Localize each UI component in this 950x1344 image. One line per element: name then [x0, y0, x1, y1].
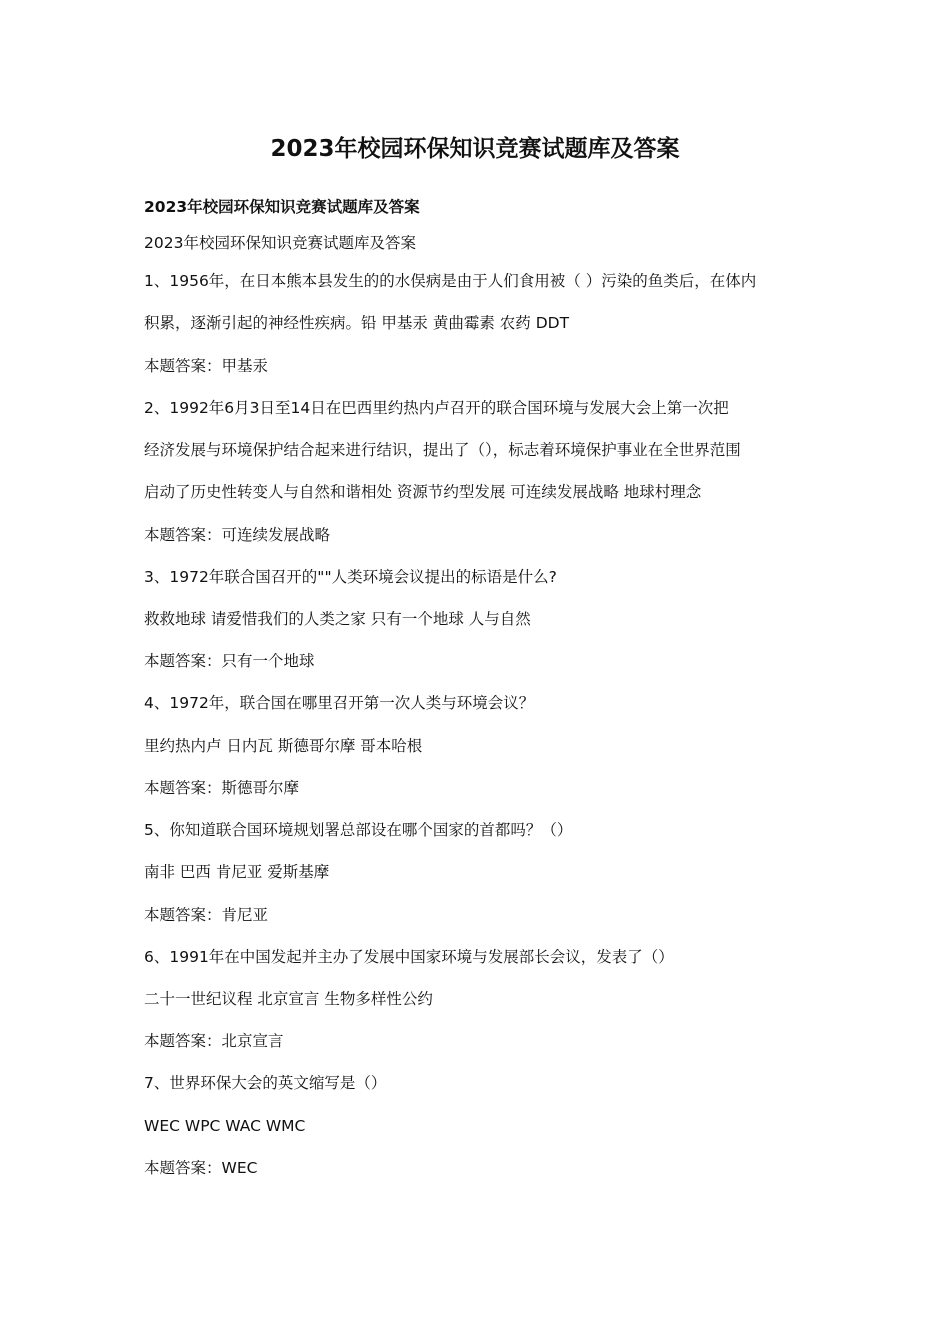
question-2-line-2: 经济发展与环境保护结合起来进行结识，提出了（），标志着环境保护事业在全世界范围 — [144, 441, 741, 459]
answer-6: 本题答案：北京宣言 — [144, 1032, 284, 1050]
question-6-options: 二十一世纪议程 北京宣言 生物多样性公约 — [144, 990, 433, 1008]
answer-3: 本题答案：只有一个地球 — [144, 652, 315, 670]
question-3-options: 救救地球 请爱惜我们的人类之家 只有一个地球 人与自然 — [144, 610, 531, 628]
question-1-line-2: 积累，逐渐引起的神经性疾病。铅 甲基汞 黄曲霉素 农药 DDT — [144, 314, 570, 332]
answer-5: 本题答案：肯尼亚 — [144, 906, 269, 924]
question-3-line-1: 3、1972年联合国召开的""人类环境会议提出的标语是什么? — [144, 568, 557, 586]
answer-1: 本题答案：甲基汞 — [144, 357, 269, 375]
question-7-line-1: 7、世界环保大会的英文缩写是（） — [144, 1074, 387, 1092]
answer-2: 本题答案：可连续发展战略 — [144, 526, 331, 544]
subtitle-plain: 2023年校园环保知识竞赛试题库及答案 — [144, 234, 416, 252]
question-5-line-1: 5、你知道联合国环境规划署总部设在哪个国家的首都吗？（） — [144, 821, 573, 839]
subtitle-bold: 2023年校园环保知识竞赛试题库及答案 — [144, 198, 420, 216]
question-1-line-1: 1、1956年，在日本熊本县发生的的水俣病是由于人们食用被（ ）污染的鱼类后，在体内 — [144, 272, 757, 290]
question-2-line-1: 2、1992年6月3日至14日在巴西里约热内卢召开的联合国环境与发展大会上第一次把 — [144, 399, 729, 417]
question-5-options: 南非 巴西 肯尼亚 爱斯基摩 — [144, 863, 330, 881]
question-6-line-1: 6、1991年在中国发起并主办了发展中国家环境与发展部长会议，发表了（） — [144, 948, 674, 966]
question-2-line-3: 启动了历史性转变人与自然和谐相处 资源节约型发展 可连续发展战略 地球村理念 — [144, 483, 702, 501]
answer-7: 本题答案：WEC — [144, 1159, 258, 1177]
question-7-options: WEC WPC WAC WMC — [144, 1117, 306, 1135]
question-4-options: 里约热内卢 日内瓦 斯德哥尔摩 哥本哈根 — [144, 737, 423, 755]
answer-4: 本题答案：斯德哥尔摩 — [144, 779, 300, 797]
question-4-line-1: 4、1972年，联合国在哪里召开第一次人类与环境会议？ — [144, 694, 535, 712]
document-title: 2023年校园环保知识竞赛试题库及答案 — [270, 136, 680, 162]
